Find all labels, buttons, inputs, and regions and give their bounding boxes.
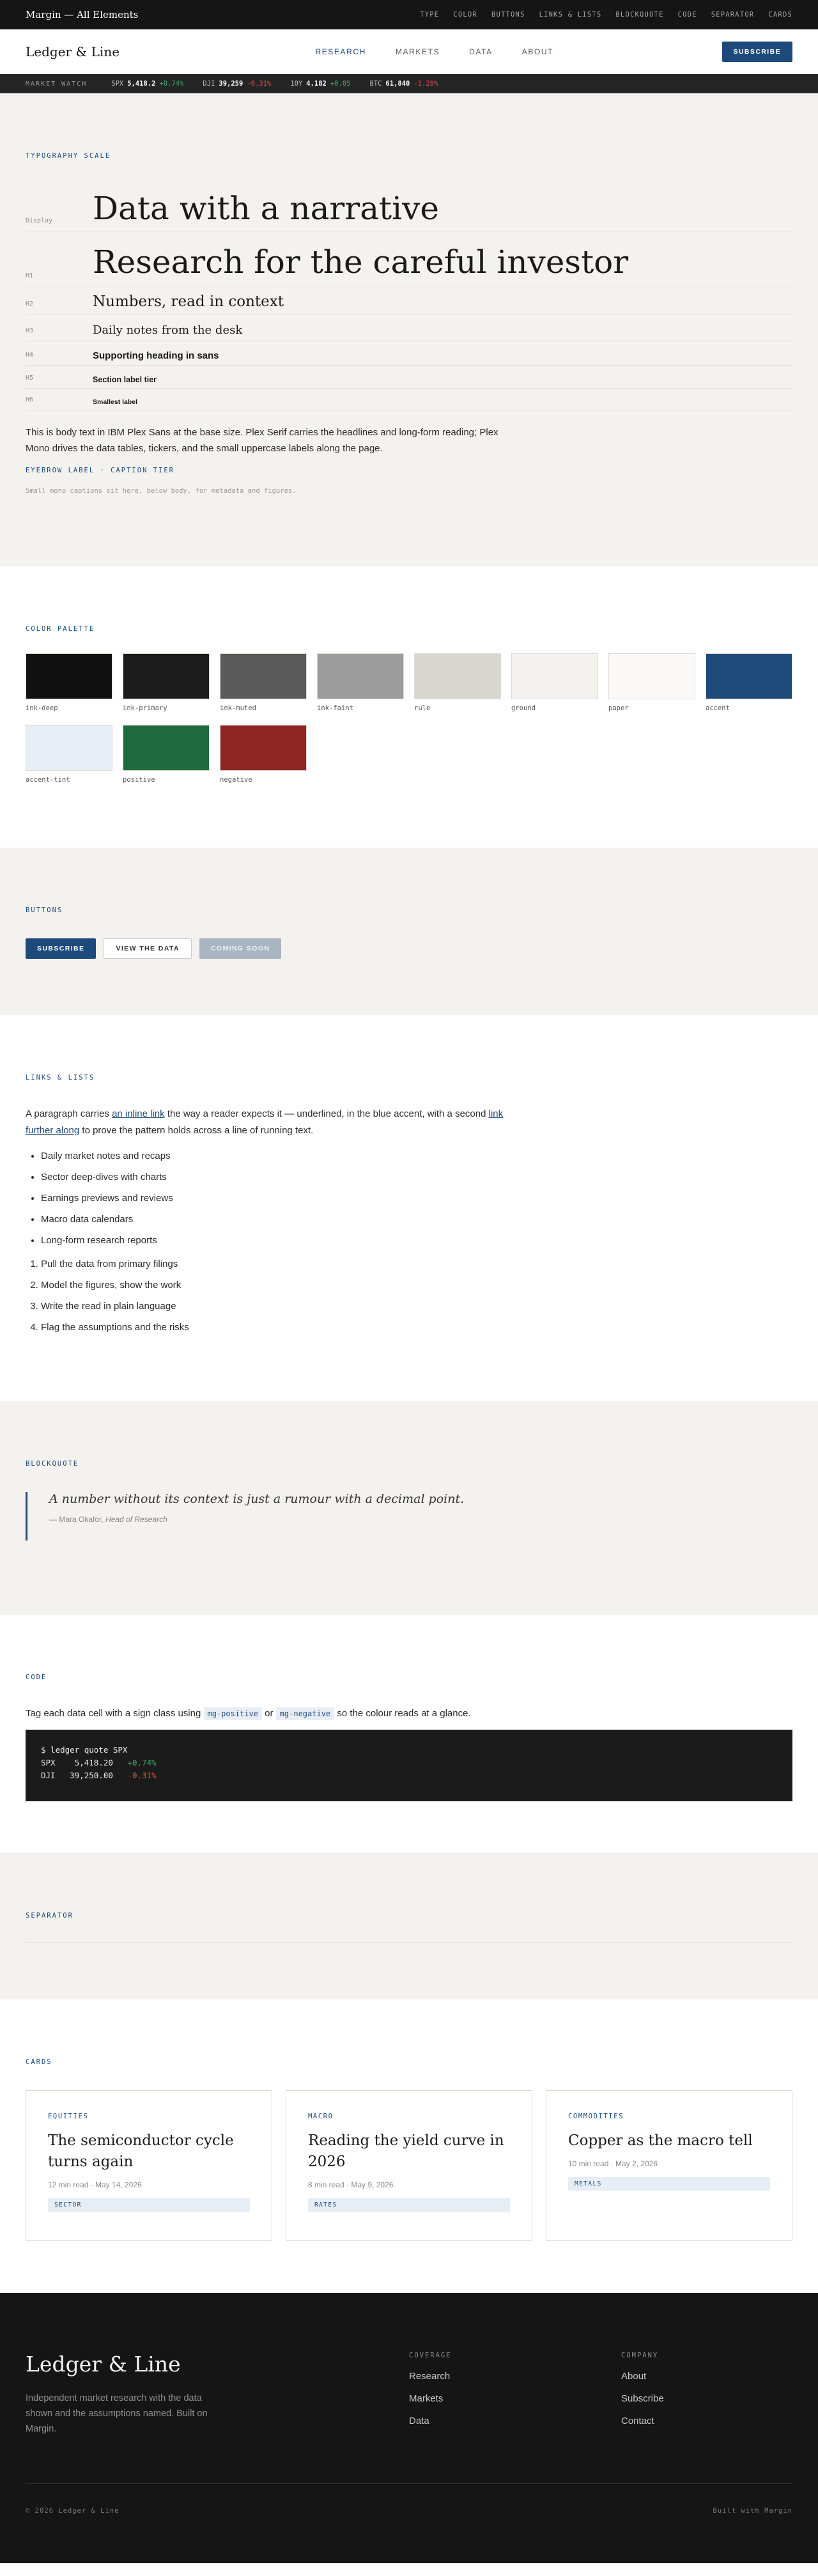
site-header	[0, 29, 818, 74]
swatch-chip	[26, 725, 112, 771]
article-card[interactable]	[286, 2090, 532, 2241]
jump-link-buttons[interactable]: BUTTONS	[491, 11, 525, 19]
display-sample: Data with a narrative	[93, 190, 439, 227]
quote-citation: — Mara Okafor, Head of Research	[49, 1515, 167, 1524]
ticker-item: SPX 5,418.2 +0.74%	[111, 80, 184, 88]
footer-link-about[interactable]: About	[621, 2371, 647, 2382]
type-row-display	[26, 189, 792, 231]
jump-link-code[interactable]: CODE	[677, 11, 697, 19]
ticker-item: DJI 39,259 -0.31%	[203, 80, 272, 88]
color-swatch	[511, 653, 598, 712]
article-card[interactable]	[546, 2090, 792, 2241]
card-title[interactable]: Reading the yield curve in 2026	[308, 2132, 504, 2170]
card-title[interactable]: The semiconductor cycle turns again	[48, 2132, 234, 2170]
card-title[interactable]: Copper as the macro tell	[568, 2132, 753, 2149]
color-swatch	[317, 653, 404, 712]
color-swatch	[608, 653, 695, 712]
link-paragraph: A paragraph carries an inline link the way a reader expects it — underlined, in the blue accent, with a second link further along to prove the pattern holds across a line of running text.	[26, 1108, 504, 1136]
swatch-name: ground	[511, 704, 536, 712]
separator-section	[0, 1853, 818, 1999]
section-eyebrow: BLOCKQUOTE	[26, 1460, 79, 1468]
card-meta: 8 min read · May 9, 2026	[308, 2180, 394, 2189]
footer-description: Independent market research with the data shown and the assumptions named. Built on Margin.	[26, 2393, 208, 2434]
code-paragraph: Tag each data cell with a sign class using mg-positive or mg-negative so the colour reads at a glance.	[26, 1708, 471, 1719]
code-line: $ ledger quote SPX	[41, 1745, 128, 1755]
type-row-h1	[26, 231, 792, 286]
card-tag: RATES	[308, 2198, 510, 2212]
inline-link[interactable]: link further along	[26, 1108, 504, 1136]
nav-about[interactable]: ABOUT	[521, 47, 554, 56]
footer-link-data[interactable]: Data	[409, 2416, 429, 2426]
top-utility-bar	[0, 0, 818, 29]
footer-column-heading: COVERAGE	[409, 2352, 452, 2359]
swatch-chip	[26, 653, 112, 699]
color-swatch	[220, 725, 307, 784]
swatch-chip	[123, 653, 210, 699]
type-tag: H1	[26, 272, 34, 279]
footer-logo[interactable]: Ledger & Line	[26, 2352, 181, 2377]
h5-sample: Section label tier	[93, 375, 157, 384]
swatch-name: accent	[706, 704, 730, 712]
swatch-name: ink-muted	[220, 704, 256, 712]
list-item: • Long-form research reports	[41, 1230, 792, 1251]
card-meta: 12 min read · May 14, 2026	[48, 2180, 142, 2189]
list-item: • Earnings previews and reviews	[41, 1188, 792, 1209]
type-row-h2	[26, 286, 792, 314]
nav-markets[interactable]: MARKETS	[395, 47, 440, 56]
type-tag: Display	[26, 217, 53, 224]
color-swatch	[26, 725, 112, 784]
card-category: COMMODITIES	[568, 2113, 624, 2120]
swatch-chip	[220, 653, 307, 699]
h1-sample: Research for the careful investor	[93, 244, 629, 281]
buttons-section	[0, 848, 818, 1015]
section-eyebrow: TYPOGRAPHY SCALE	[26, 152, 111, 160]
palette-section	[0, 566, 818, 848]
type-tag: H6	[26, 396, 34, 403]
article-card[interactable]	[26, 2090, 272, 2241]
built-with: Built with Margin	[713, 2507, 792, 2515]
swatch-name: ink-deep	[26, 704, 58, 712]
footer-link-subscribe[interactable]: Subscribe	[621, 2393, 664, 2404]
swatch-name: negative	[220, 776, 252, 784]
code-line: DJI 39,250.00 -0.31%	[41, 1771, 157, 1780]
links-lists-section	[0, 1015, 818, 1401]
color-swatch	[220, 653, 307, 712]
subscribe-button[interactable]: SUBSCRIBE	[26, 938, 96, 959]
quote-text: A number without its context is just a rumour with a decimal point.	[49, 1492, 465, 1506]
coming-soon-button: COMING SOON	[199, 938, 281, 959]
blockquote	[26, 1492, 792, 1540]
card-tag: METALS	[568, 2177, 770, 2191]
type-row-h3	[26, 314, 792, 341]
type-row-h4	[26, 341, 792, 366]
typography-section	[0, 93, 818, 566]
jump-link-type[interactable]: TYPE	[420, 11, 440, 19]
list-item: 1. Pull the data from primary filings	[41, 1253, 792, 1275]
type-row-h5	[26, 366, 792, 389]
body-sample: This is body text in IBM Plex Sans at the base size. Plex Serif carries the headlines and long-form reading; Plex Mono drives the data tables, tickers, and the small uppercase labels along the page.	[26, 427, 498, 454]
swatch-chip	[317, 653, 404, 699]
bullet-list	[41, 1145, 792, 1251]
ticker-item: 10Y 4.182 +0.05	[290, 80, 351, 88]
site-logo[interactable]: Ledger & Line	[26, 43, 120, 59]
list-item: 4. Flag the assumptions and the risks	[41, 1317, 792, 1338]
swatch-chip	[511, 653, 598, 699]
footer-bottom-bar	[26, 2483, 792, 2515]
card-grid	[26, 2090, 792, 2241]
main-nav	[315, 47, 553, 56]
h3-sample: Daily notes from the desk	[93, 323, 243, 337]
swatch-chip	[414, 653, 501, 699]
swatch-chip	[706, 653, 792, 699]
jump-link-separator[interactable]: SEPARATOR	[711, 11, 755, 19]
swatch-chip	[608, 653, 695, 699]
footer-coverage-column	[409, 2352, 452, 2426]
list-item: • Macro data calendars	[41, 1209, 792, 1230]
swatch-chip	[123, 725, 210, 771]
nav-research[interactable]: RESEARCH	[315, 47, 366, 56]
footer-link-contact[interactable]: Contact	[621, 2416, 654, 2426]
footer-link-markets[interactable]: Markets	[409, 2393, 444, 2404]
market-ticker	[0, 74, 818, 93]
footer-link-research[interactable]: Research	[409, 2371, 451, 2382]
swatch-name: accent-tint	[26, 776, 70, 784]
view-data-button[interactable]: VIEW THE DATA	[104, 938, 191, 959]
h4-sample: Supporting heading in sans	[93, 350, 219, 361]
color-swatch	[123, 725, 210, 784]
h6-sample: Smallest label	[93, 398, 138, 406]
list-item: 3. Write the read in plain language	[41, 1296, 792, 1317]
card-category: EQUITIES	[48, 2113, 89, 2120]
swatch-name: paper	[608, 704, 629, 712]
jump-link-blockquote[interactable]: BLOCKQUOTE	[615, 11, 664, 19]
h2-sample: Numbers, read in context	[93, 293, 284, 310]
color-swatch	[414, 653, 501, 712]
inline-code: mg-negative	[276, 1707, 334, 1720]
list-item: • Sector deep-dives with charts	[41, 1167, 792, 1188]
inline-link[interactable]: an inline link	[112, 1108, 165, 1119]
section-eyebrow: COLOR PALETTE	[26, 625, 95, 633]
footer-column-heading: COMPANY	[621, 2352, 659, 2359]
color-swatch	[123, 653, 210, 712]
code-block	[26, 1730, 792, 1801]
system-brand: Margin — All Elements	[26, 9, 139, 20]
card-category: MACRO	[308, 2113, 334, 2120]
card-tag: SECTOR	[48, 2198, 250, 2212]
color-swatch	[26, 653, 112, 712]
code-line: SPX 5,418.20 +0.74%	[41, 1758, 157, 1767]
swatch-chip	[220, 725, 307, 771]
type-tag: H2	[26, 300, 34, 307]
header-subscribe-button[interactable]: SUBSCRIBE	[722, 42, 792, 62]
type-tag: H5	[26, 375, 34, 382]
card-meta: 10 min read · May 2, 2026	[568, 2159, 658, 2168]
swatch-grid	[26, 653, 792, 784]
swatch-name: rule	[414, 704, 431, 712]
type-tag: H4	[26, 352, 34, 359]
ticker-label: MARKET WATCH	[26, 80, 88, 88]
jump-link-links-lists[interactable]: LINKS & LISTS	[539, 11, 602, 19]
swatch-name: ink-faint	[317, 704, 353, 712]
list-item: 2. Model the figures, show the work	[41, 1275, 792, 1296]
inline-code: mg-positive	[204, 1707, 262, 1720]
section-eyebrow: SEPARATOR	[26, 1912, 73, 1920]
section-eyebrow: CARDS	[26, 2058, 52, 2066]
type-row-h6	[26, 389, 792, 410]
eyebrow-sample: EYEBROW LABEL · CAPTION TIER	[26, 467, 175, 474]
list-item: • Daily market notes and recaps	[41, 1145, 792, 1167]
cards-section	[0, 1999, 818, 2293]
section-jump-nav	[420, 11, 792, 19]
site-footer	[0, 2293, 818, 2563]
footer-company-column	[621, 2352, 664, 2426]
ordered-list	[41, 1253, 792, 1338]
section-eyebrow: LINKS & LISTS	[26, 1074, 95, 1082]
swatch-name: ink-primary	[123, 704, 167, 712]
nav-data[interactable]: DATA	[469, 47, 493, 56]
type-tag: H3	[26, 327, 34, 334]
jump-link-color[interactable]: COLOR	[453, 11, 477, 19]
blockquote-section	[0, 1401, 818, 1615]
color-swatch	[706, 653, 792, 712]
section-eyebrow: BUTTONS	[26, 906, 63, 914]
copyright: © 2026 Ledger & Line	[26, 2507, 120, 2515]
code-section	[0, 1615, 818, 1853]
swatch-name: positive	[123, 776, 155, 784]
section-eyebrow: CODE	[26, 1673, 47, 1681]
ticker-item: BTC 61,840 -1.28%	[369, 80, 438, 88]
jump-link-cards[interactable]: CARDS	[768, 11, 792, 19]
caption-sample: Small mono captions sit here, below body, for metadata and figures.	[26, 487, 297, 495]
